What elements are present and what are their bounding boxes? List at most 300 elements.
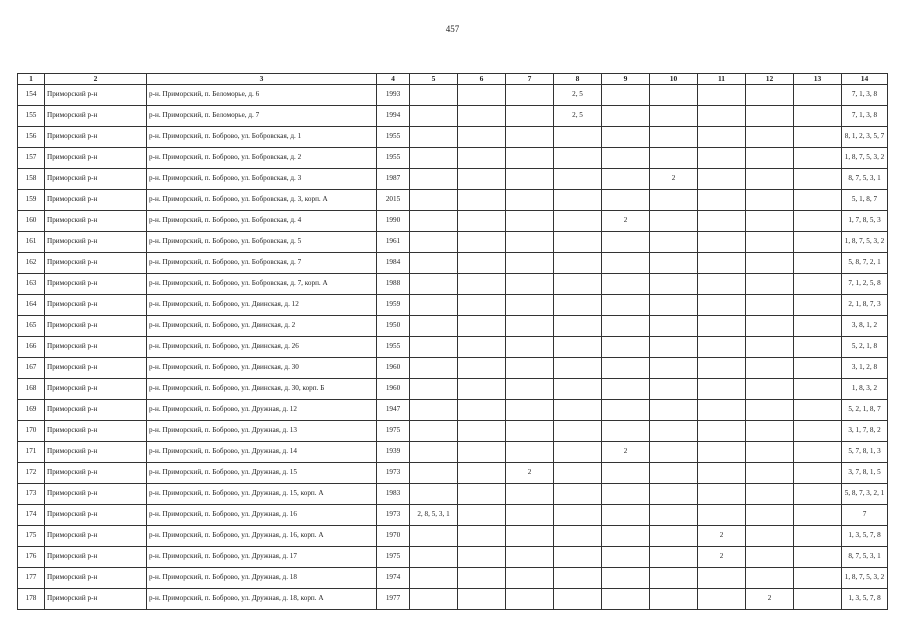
table-row xyxy=(18,148,888,169)
cell-row-number: 168 xyxy=(18,379,45,400)
cell-col-14: 8, 7, 5, 3, 1 xyxy=(842,169,888,190)
cell-row-number: 174 xyxy=(18,505,45,526)
cell-row-number: 163 xyxy=(18,274,45,295)
cell-col-14: 5, 2, 1, 8 xyxy=(842,337,888,358)
cell-col-5 xyxy=(410,211,458,232)
cell-col-10 xyxy=(650,526,698,547)
cell-col-11 xyxy=(698,232,746,253)
cell-address: р-н. Приморский, п. Боброво, ул. Дружная, д. 14 xyxy=(147,442,377,463)
cell-col-11 xyxy=(698,316,746,337)
column-header-14: 14 xyxy=(842,74,888,85)
cell-col-9 xyxy=(602,106,650,127)
cell-district: Приморский р-н xyxy=(45,463,147,484)
cell-col-12 xyxy=(746,253,794,274)
cell-col-5 xyxy=(410,589,458,610)
cell-col-12 xyxy=(746,148,794,169)
cell-col-14: 5, 2, 1, 8, 7 xyxy=(842,400,888,421)
cell-year: 1983 xyxy=(377,484,410,505)
cell-row-number: 177 xyxy=(18,568,45,589)
cell-row-number: 158 xyxy=(18,169,45,190)
cell-district: Приморский р-н xyxy=(45,568,147,589)
cell-col-5 xyxy=(410,85,458,106)
cell-address: р-н. Приморский, п. Боброво, ул. Бобровская, д. 7, корп. А xyxy=(147,274,377,295)
cell-year: 1975 xyxy=(377,547,410,568)
table-row xyxy=(18,484,888,505)
cell-col-11 xyxy=(698,505,746,526)
cell-district: Приморский р-н xyxy=(45,232,147,253)
cell-year: 1970 xyxy=(377,526,410,547)
cell-year: 1939 xyxy=(377,442,410,463)
cell-col-12 xyxy=(746,295,794,316)
cell-col-12 xyxy=(746,568,794,589)
cell-col-5 xyxy=(410,400,458,421)
cell-col-13 xyxy=(794,190,842,211)
cell-col-6 xyxy=(458,211,506,232)
table-row xyxy=(18,274,888,295)
data-table xyxy=(17,73,888,610)
cell-col-8 xyxy=(554,379,602,400)
cell-col-14: 8, 1, 2, 3, 5, 7 xyxy=(842,127,888,148)
cell-col-8 xyxy=(554,526,602,547)
cell-col-14: 7, 1, 3, 8 xyxy=(842,106,888,127)
cell-col-5 xyxy=(410,316,458,337)
column-header-6: 6 xyxy=(458,74,506,85)
cell-col-11 xyxy=(698,589,746,610)
cell-col-8 xyxy=(554,337,602,358)
cell-col-8 xyxy=(554,547,602,568)
cell-col-10 xyxy=(650,421,698,442)
cell-col-11 xyxy=(698,421,746,442)
cell-district: Приморский р-н xyxy=(45,169,147,190)
cell-col-7 xyxy=(506,400,554,421)
table-row xyxy=(18,211,888,232)
cell-col-10 xyxy=(650,295,698,316)
column-header-7: 7 xyxy=(506,74,554,85)
page-number: 457 xyxy=(445,24,460,34)
cell-col-9 xyxy=(602,148,650,169)
cell-col-8 xyxy=(554,190,602,211)
cell-col-7 xyxy=(506,421,554,442)
cell-col-13 xyxy=(794,106,842,127)
column-header-3: 3 xyxy=(147,74,377,85)
cell-col-5 xyxy=(410,106,458,127)
cell-col-12 xyxy=(746,400,794,421)
cell-col-10 xyxy=(650,463,698,484)
cell-col-9 xyxy=(602,505,650,526)
cell-col-12 xyxy=(746,421,794,442)
cell-address: р-н. Приморский, п. Боброво, ул. Дружная, д. 12 xyxy=(147,400,377,421)
cell-col-11 xyxy=(698,106,746,127)
table-row xyxy=(18,505,888,526)
cell-col-8 xyxy=(554,568,602,589)
cell-col-9 xyxy=(602,379,650,400)
cell-col-6 xyxy=(458,547,506,568)
cell-district: Приморский р-н xyxy=(45,484,147,505)
cell-col-13 xyxy=(794,526,842,547)
cell-col-8: 2, 5 xyxy=(554,85,602,106)
cell-col-9 xyxy=(602,568,650,589)
cell-col-14: 1, 8, 7, 5, 3, 2 xyxy=(842,148,888,169)
cell-col-12 xyxy=(746,358,794,379)
cell-col-10 xyxy=(650,253,698,274)
cell-col-11 xyxy=(698,463,746,484)
cell-district: Приморский р-н xyxy=(45,379,147,400)
cell-col-8 xyxy=(554,169,602,190)
cell-col-8 xyxy=(554,148,602,169)
cell-col-13 xyxy=(794,211,842,232)
cell-col-6 xyxy=(458,421,506,442)
cell-col-7 xyxy=(506,337,554,358)
cell-row-number: 166 xyxy=(18,337,45,358)
table-row xyxy=(18,358,888,379)
cell-year: 1974 xyxy=(377,568,410,589)
cell-col-9 xyxy=(602,358,650,379)
cell-year: 1994 xyxy=(377,106,410,127)
cell-col-6 xyxy=(458,253,506,274)
cell-col-6 xyxy=(458,484,506,505)
cell-col-10 xyxy=(650,379,698,400)
column-header-2: 2 xyxy=(45,74,147,85)
cell-col-7 xyxy=(506,106,554,127)
cell-col-11 xyxy=(698,442,746,463)
cell-year: 1960 xyxy=(377,358,410,379)
cell-col-7 xyxy=(506,190,554,211)
cell-col-14: 1, 7, 8, 5, 3 xyxy=(842,211,888,232)
cell-col-12 xyxy=(746,316,794,337)
cell-row-number: 169 xyxy=(18,400,45,421)
cell-col-8: 2, 5 xyxy=(554,106,602,127)
cell-col-11: 2 xyxy=(698,526,746,547)
cell-row-number: 164 xyxy=(18,295,45,316)
cell-district: Приморский р-н xyxy=(45,442,147,463)
cell-col-12 xyxy=(746,379,794,400)
table-row xyxy=(18,379,888,400)
cell-district: Приморский р-н xyxy=(45,106,147,127)
cell-district: Приморский р-н xyxy=(45,400,147,421)
cell-year: 1990 xyxy=(377,211,410,232)
cell-col-13 xyxy=(794,337,842,358)
cell-col-6 xyxy=(458,463,506,484)
column-header-4: 4 xyxy=(377,74,410,85)
cell-col-6 xyxy=(458,358,506,379)
cell-col-13 xyxy=(794,379,842,400)
cell-col-8 xyxy=(554,589,602,610)
cell-col-10 xyxy=(650,211,698,232)
cell-col-13 xyxy=(794,295,842,316)
cell-col-6 xyxy=(458,337,506,358)
cell-col-14: 1, 3, 5, 7, 8 xyxy=(842,589,888,610)
cell-district: Приморский р-н xyxy=(45,148,147,169)
cell-col-9 xyxy=(602,484,650,505)
cell-col-5 xyxy=(410,232,458,253)
cell-col-9 xyxy=(602,400,650,421)
cell-col-11 xyxy=(698,484,746,505)
cell-col-11 xyxy=(698,295,746,316)
cell-col-6 xyxy=(458,442,506,463)
cell-col-14: 3, 1, 7, 8, 2 xyxy=(842,421,888,442)
cell-col-14: 5, 1, 8, 7 xyxy=(842,190,888,211)
cell-address: р-н. Приморский, п. Боброво, ул. Дружная, д. 15, корп. А xyxy=(147,484,377,505)
cell-col-10 xyxy=(650,316,698,337)
cell-col-7 xyxy=(506,211,554,232)
cell-district: Приморский р-н xyxy=(45,85,147,106)
cell-col-6 xyxy=(458,526,506,547)
cell-col-13 xyxy=(794,442,842,463)
cell-col-6 xyxy=(458,85,506,106)
cell-address: р-н. Приморский, п. Боброво, ул. Дружная, д. 16, корп. А xyxy=(147,526,377,547)
cell-col-10 xyxy=(650,337,698,358)
cell-col-10: 2 xyxy=(650,169,698,190)
cell-address: р-н. Приморский, п. Боброво, ул. Дружная, д. 16 xyxy=(147,505,377,526)
table-row xyxy=(18,337,888,358)
cell-col-14: 5, 7, 8, 1, 3 xyxy=(842,442,888,463)
cell-col-9 xyxy=(602,316,650,337)
cell-address: р-н. Приморский, п. Боброво, ул. Дружная, д. 18, корп. А xyxy=(147,589,377,610)
table-row xyxy=(18,316,888,337)
cell-col-8 xyxy=(554,442,602,463)
cell-col-7 xyxy=(506,127,554,148)
cell-col-6 xyxy=(458,148,506,169)
cell-col-10 xyxy=(650,484,698,505)
cell-year: 1960 xyxy=(377,379,410,400)
cell-row-number: 155 xyxy=(18,106,45,127)
cell-col-7 xyxy=(506,526,554,547)
cell-col-5 xyxy=(410,169,458,190)
column-header-12: 12 xyxy=(746,74,794,85)
table-row xyxy=(18,547,888,568)
column-header-10: 10 xyxy=(650,74,698,85)
column-header-1: 1 xyxy=(18,74,45,85)
cell-col-14: 3, 8, 1, 2 xyxy=(842,316,888,337)
cell-row-number: 156 xyxy=(18,127,45,148)
cell-address: р-н. Приморский, п. Беломорье, д. 6 xyxy=(147,85,377,106)
cell-address: р-н. Приморский, п. Боброво, ул. Двинская, д. 26 xyxy=(147,337,377,358)
cell-col-10 xyxy=(650,400,698,421)
table-body xyxy=(18,85,888,610)
cell-col-7 xyxy=(506,169,554,190)
cell-col-5: 2, 8, 5, 3, 1 xyxy=(410,505,458,526)
cell-col-11 xyxy=(698,253,746,274)
cell-col-11 xyxy=(698,211,746,232)
header-row xyxy=(18,74,888,85)
cell-col-14: 7 xyxy=(842,505,888,526)
cell-col-10 xyxy=(650,358,698,379)
cell-row-number: 159 xyxy=(18,190,45,211)
cell-col-6 xyxy=(458,169,506,190)
cell-year: 1973 xyxy=(377,505,410,526)
table-row xyxy=(18,295,888,316)
cell-year: 1975 xyxy=(377,421,410,442)
cell-col-8 xyxy=(554,484,602,505)
cell-col-7 xyxy=(506,505,554,526)
cell-col-12 xyxy=(746,211,794,232)
cell-col-8 xyxy=(554,232,602,253)
cell-col-13 xyxy=(794,568,842,589)
cell-district: Приморский р-н xyxy=(45,274,147,295)
column-header-13: 13 xyxy=(794,74,842,85)
cell-col-9 xyxy=(602,463,650,484)
cell-col-12 xyxy=(746,169,794,190)
cell-col-13 xyxy=(794,148,842,169)
cell-col-8 xyxy=(554,463,602,484)
cell-col-7 xyxy=(506,547,554,568)
cell-col-7 xyxy=(506,148,554,169)
cell-col-8 xyxy=(554,295,602,316)
cell-col-13 xyxy=(794,589,842,610)
cell-col-5 xyxy=(410,547,458,568)
cell-year: 1947 xyxy=(377,400,410,421)
cell-col-7 xyxy=(506,358,554,379)
cell-col-11 xyxy=(698,568,746,589)
cell-col-13 xyxy=(794,232,842,253)
cell-col-11 xyxy=(698,148,746,169)
cell-col-13 xyxy=(794,127,842,148)
cell-col-12 xyxy=(746,463,794,484)
cell-col-10 xyxy=(650,190,698,211)
cell-col-12 xyxy=(746,85,794,106)
cell-col-9 xyxy=(602,169,650,190)
cell-district: Приморский р-н xyxy=(45,316,147,337)
cell-col-11 xyxy=(698,358,746,379)
cell-address: р-н. Приморский, п. Боброво, ул. Дружная, д. 15 xyxy=(147,463,377,484)
cell-col-14: 1, 8, 7, 5, 3, 2 xyxy=(842,232,888,253)
cell-col-5 xyxy=(410,526,458,547)
cell-col-12 xyxy=(746,337,794,358)
cell-col-9 xyxy=(602,253,650,274)
cell-col-12 xyxy=(746,127,794,148)
cell-district: Приморский р-н xyxy=(45,337,147,358)
cell-col-6 xyxy=(458,232,506,253)
cell-col-10 xyxy=(650,106,698,127)
cell-row-number: 162 xyxy=(18,253,45,274)
cell-col-14: 5, 8, 7, 2, 1 xyxy=(842,253,888,274)
cell-address: р-н. Приморский, п. Боброво, ул. Бобровская, д. 3, корп. А xyxy=(147,190,377,211)
cell-district: Приморский р-н xyxy=(45,526,147,547)
cell-row-number: 160 xyxy=(18,211,45,232)
cell-district: Приморский р-н xyxy=(45,127,147,148)
cell-col-13 xyxy=(794,400,842,421)
table-row xyxy=(18,106,888,127)
cell-address: р-н. Приморский, п. Боброво, ул. Двинская, д. 2 xyxy=(147,316,377,337)
cell-col-9 xyxy=(602,421,650,442)
cell-row-number: 178 xyxy=(18,589,45,610)
cell-col-10 xyxy=(650,589,698,610)
cell-col-5 xyxy=(410,274,458,295)
cell-col-7 xyxy=(506,274,554,295)
table-row xyxy=(18,85,888,106)
cell-col-6 xyxy=(458,190,506,211)
cell-row-number: 170 xyxy=(18,421,45,442)
cell-year: 1987 xyxy=(377,169,410,190)
cell-year: 1955 xyxy=(377,337,410,358)
cell-col-14: 1, 3, 5, 7, 8 xyxy=(842,526,888,547)
cell-district: Приморский р-н xyxy=(45,547,147,568)
cell-col-5 xyxy=(410,253,458,274)
cell-address: р-н. Приморский, п. Беломорье, д. 7 xyxy=(147,106,377,127)
cell-col-9 xyxy=(602,547,650,568)
cell-col-9 xyxy=(602,232,650,253)
column-header-9: 9 xyxy=(602,74,650,85)
cell-col-8 xyxy=(554,211,602,232)
table-row xyxy=(18,568,888,589)
cell-year: 1984 xyxy=(377,253,410,274)
cell-col-13 xyxy=(794,169,842,190)
cell-col-5 xyxy=(410,421,458,442)
cell-col-12 xyxy=(746,547,794,568)
cell-col-8 xyxy=(554,274,602,295)
cell-col-11 xyxy=(698,379,746,400)
cell-col-8 xyxy=(554,400,602,421)
cell-col-9: 2 xyxy=(602,442,650,463)
cell-col-12 xyxy=(746,274,794,295)
cell-col-9 xyxy=(602,337,650,358)
cell-col-6 xyxy=(458,379,506,400)
cell-district: Приморский р-н xyxy=(45,190,147,211)
cell-col-13 xyxy=(794,274,842,295)
cell-district: Приморский р-н xyxy=(45,211,147,232)
cell-col-7 xyxy=(506,442,554,463)
cell-col-10 xyxy=(650,127,698,148)
cell-col-6 xyxy=(458,400,506,421)
cell-col-9 xyxy=(602,274,650,295)
cell-col-9 xyxy=(602,127,650,148)
cell-col-13 xyxy=(794,421,842,442)
table-row xyxy=(18,463,888,484)
cell-year: 1988 xyxy=(377,274,410,295)
cell-col-6 xyxy=(458,589,506,610)
cell-col-6 xyxy=(458,505,506,526)
cell-district: Приморский р-н xyxy=(45,358,147,379)
cell-address: р-н. Приморский, п. Боброво, ул. Бобровская, д. 1 xyxy=(147,127,377,148)
cell-col-12 xyxy=(746,190,794,211)
cell-year: 1959 xyxy=(377,295,410,316)
cell-col-10 xyxy=(650,442,698,463)
cell-col-10 xyxy=(650,85,698,106)
cell-col-13 xyxy=(794,316,842,337)
cell-col-14: 1, 8, 3, 2 xyxy=(842,379,888,400)
cell-col-14: 3, 1, 2, 8 xyxy=(842,358,888,379)
cell-col-7 xyxy=(506,85,554,106)
cell-col-12 xyxy=(746,106,794,127)
cell-col-12 xyxy=(746,442,794,463)
cell-col-14: 5, 8, 7, 3, 2, 1 xyxy=(842,484,888,505)
cell-col-10 xyxy=(650,148,698,169)
cell-col-7 xyxy=(506,253,554,274)
cell-row-number: 172 xyxy=(18,463,45,484)
table-row xyxy=(18,253,888,274)
cell-col-14: 1, 8, 7, 5, 3, 2 xyxy=(842,568,888,589)
cell-address: р-н. Приморский, п. Боброво, ул. Бобровская, д. 5 xyxy=(147,232,377,253)
cell-col-12 xyxy=(746,505,794,526)
cell-col-8 xyxy=(554,505,602,526)
cell-col-6 xyxy=(458,568,506,589)
cell-year: 1973 xyxy=(377,463,410,484)
cell-row-number: 173 xyxy=(18,484,45,505)
cell-col-14: 2, 1, 8, 7, 3 xyxy=(842,295,888,316)
cell-row-number: 154 xyxy=(18,85,45,106)
cell-col-6 xyxy=(458,127,506,148)
cell-col-11 xyxy=(698,400,746,421)
cell-address: р-н. Приморский, п. Боброво, ул. Бобровская, д. 3 xyxy=(147,169,377,190)
cell-col-7 xyxy=(506,589,554,610)
table-row xyxy=(18,127,888,148)
cell-address: р-н. Приморский, п. Боброво, ул. Дружная, д. 17 xyxy=(147,547,377,568)
cell-col-13 xyxy=(794,85,842,106)
cell-district: Приморский р-н xyxy=(45,589,147,610)
cell-district: Приморский р-н xyxy=(45,253,147,274)
cell-address: р-н. Приморский, п. Боброво, ул. Бобровская, д. 2 xyxy=(147,148,377,169)
table-row xyxy=(18,190,888,211)
